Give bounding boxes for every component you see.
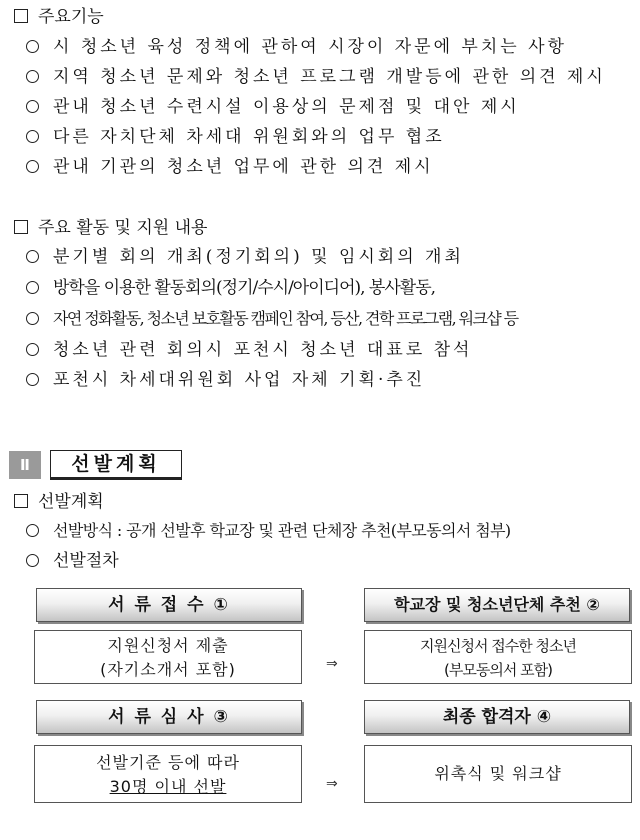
step2-title: 학교장 및 청소년단체 추천 ② bbox=[364, 588, 630, 622]
circle-bullet-icon bbox=[26, 312, 39, 325]
step2-description bbox=[364, 630, 632, 684]
step3-description bbox=[34, 745, 302, 803]
list-item-text: 방학을 이용한 활동회의(정기/수시/아이디어), 봉사활동, bbox=[53, 278, 436, 298]
section-heading-main-functions bbox=[14, 5, 104, 29]
circle-bullet-icon bbox=[26, 554, 39, 567]
heading-text: 선발계획 bbox=[38, 492, 104, 512]
square-bullet-icon bbox=[14, 494, 28, 508]
circle-bullet-icon bbox=[26, 373, 39, 386]
list-item-text: 관내 기관의 청소년 업무에 관한 의견 제시 bbox=[53, 157, 434, 177]
arrow-right-icon: ⇒ bbox=[326, 776, 338, 792]
circle-bullet-icon bbox=[26, 524, 39, 537]
list-item-text: 시 청소년 육성 정책에 관하여 시장이 자문에 부치는 사항 bbox=[53, 37, 567, 57]
list-item-text: 지역 청소년 문제와 청소년 프로그램 개발등에 관한 의견 제시 bbox=[53, 67, 606, 87]
circle-bullet-icon bbox=[26, 343, 39, 356]
list-item-text: 다른 자치단체 차세대 위원회와의 업무 협조 bbox=[53, 127, 445, 147]
arrow-right-icon: ⇒ bbox=[326, 656, 338, 672]
section-heading-activities bbox=[14, 216, 207, 240]
circle-bullet-icon bbox=[26, 130, 39, 143]
heading-text: 주요기능 bbox=[38, 7, 104, 27]
list-item bbox=[26, 307, 517, 331]
heading-text: 주요 활동 및 지원 내용 bbox=[38, 218, 208, 238]
square-bullet-icon bbox=[14, 220, 28, 234]
list-item-text: 청소년 관련 회의시 포천시 청소년 대표로 참석 bbox=[53, 340, 473, 360]
list-item bbox=[26, 519, 511, 543]
circle-bullet-icon bbox=[26, 100, 39, 113]
list-item-text: 선발절차 bbox=[53, 551, 119, 571]
section-title: 선발계획 bbox=[50, 450, 182, 480]
step1-title: 서 류 접 수 ① bbox=[36, 588, 302, 622]
list-item-text: 선발방식 : 공개 선발후 학교장 및 관련 단체장 추천(부모동의서 첨부) bbox=[53, 521, 511, 540]
step4-title: 최종 합격자 ④ bbox=[364, 700, 630, 734]
list-item-text: 포천시 차세대위원회 사업 자체 기획·추진 bbox=[53, 370, 426, 390]
list-item bbox=[26, 95, 520, 119]
circle-bullet-icon bbox=[26, 40, 39, 53]
circle-bullet-icon bbox=[26, 250, 39, 263]
list-item bbox=[26, 245, 464, 269]
square-bullet-icon bbox=[14, 9, 28, 23]
step4-description bbox=[364, 745, 632, 803]
step1-description bbox=[34, 630, 302, 684]
circle-bullet-icon bbox=[26, 160, 39, 173]
list-item bbox=[26, 155, 434, 179]
list-item bbox=[26, 35, 567, 59]
list-item bbox=[26, 65, 606, 89]
section-heading-selection-plan bbox=[14, 490, 104, 514]
list-item-text: 관내 청소년 수련시설 이용상의 문제점 및 대안 제시 bbox=[53, 97, 520, 117]
list-item bbox=[26, 125, 445, 149]
list-item-text: 분기별 회의 개최(정기회의) 및 임시회의 개최 bbox=[53, 247, 464, 267]
step1-line-2: (자기소개서 포함) bbox=[100, 660, 236, 679]
circle-bullet-icon bbox=[26, 281, 39, 294]
step4-line-1: 위촉식 및 워크샵 bbox=[434, 764, 562, 783]
circle-bullet-icon bbox=[26, 70, 39, 83]
step3-title: 서 류 심 사 ③ bbox=[36, 700, 302, 734]
step1-line-1: 지원신청서 제출 bbox=[107, 636, 229, 655]
step3-line-2: 30명 이내 선발 bbox=[109, 777, 227, 796]
list-item bbox=[26, 368, 425, 392]
step2-line-2: (부모동의서 포함) bbox=[444, 661, 552, 679]
list-item bbox=[26, 338, 472, 362]
section-number-badge: Ⅱ bbox=[9, 451, 41, 479]
step3-line-1: 선발기준 등에 따라 bbox=[96, 753, 240, 772]
list-item-text: 자연 정화활동, 청소년 보호활동 캠페인 참여, 등산, 견학 프로그램, 워크샵 등 bbox=[53, 309, 518, 328]
step2-line-1: 지원신청서 접수한 청소년 bbox=[420, 637, 576, 655]
list-item bbox=[26, 276, 435, 300]
list-item bbox=[26, 549, 119, 573]
